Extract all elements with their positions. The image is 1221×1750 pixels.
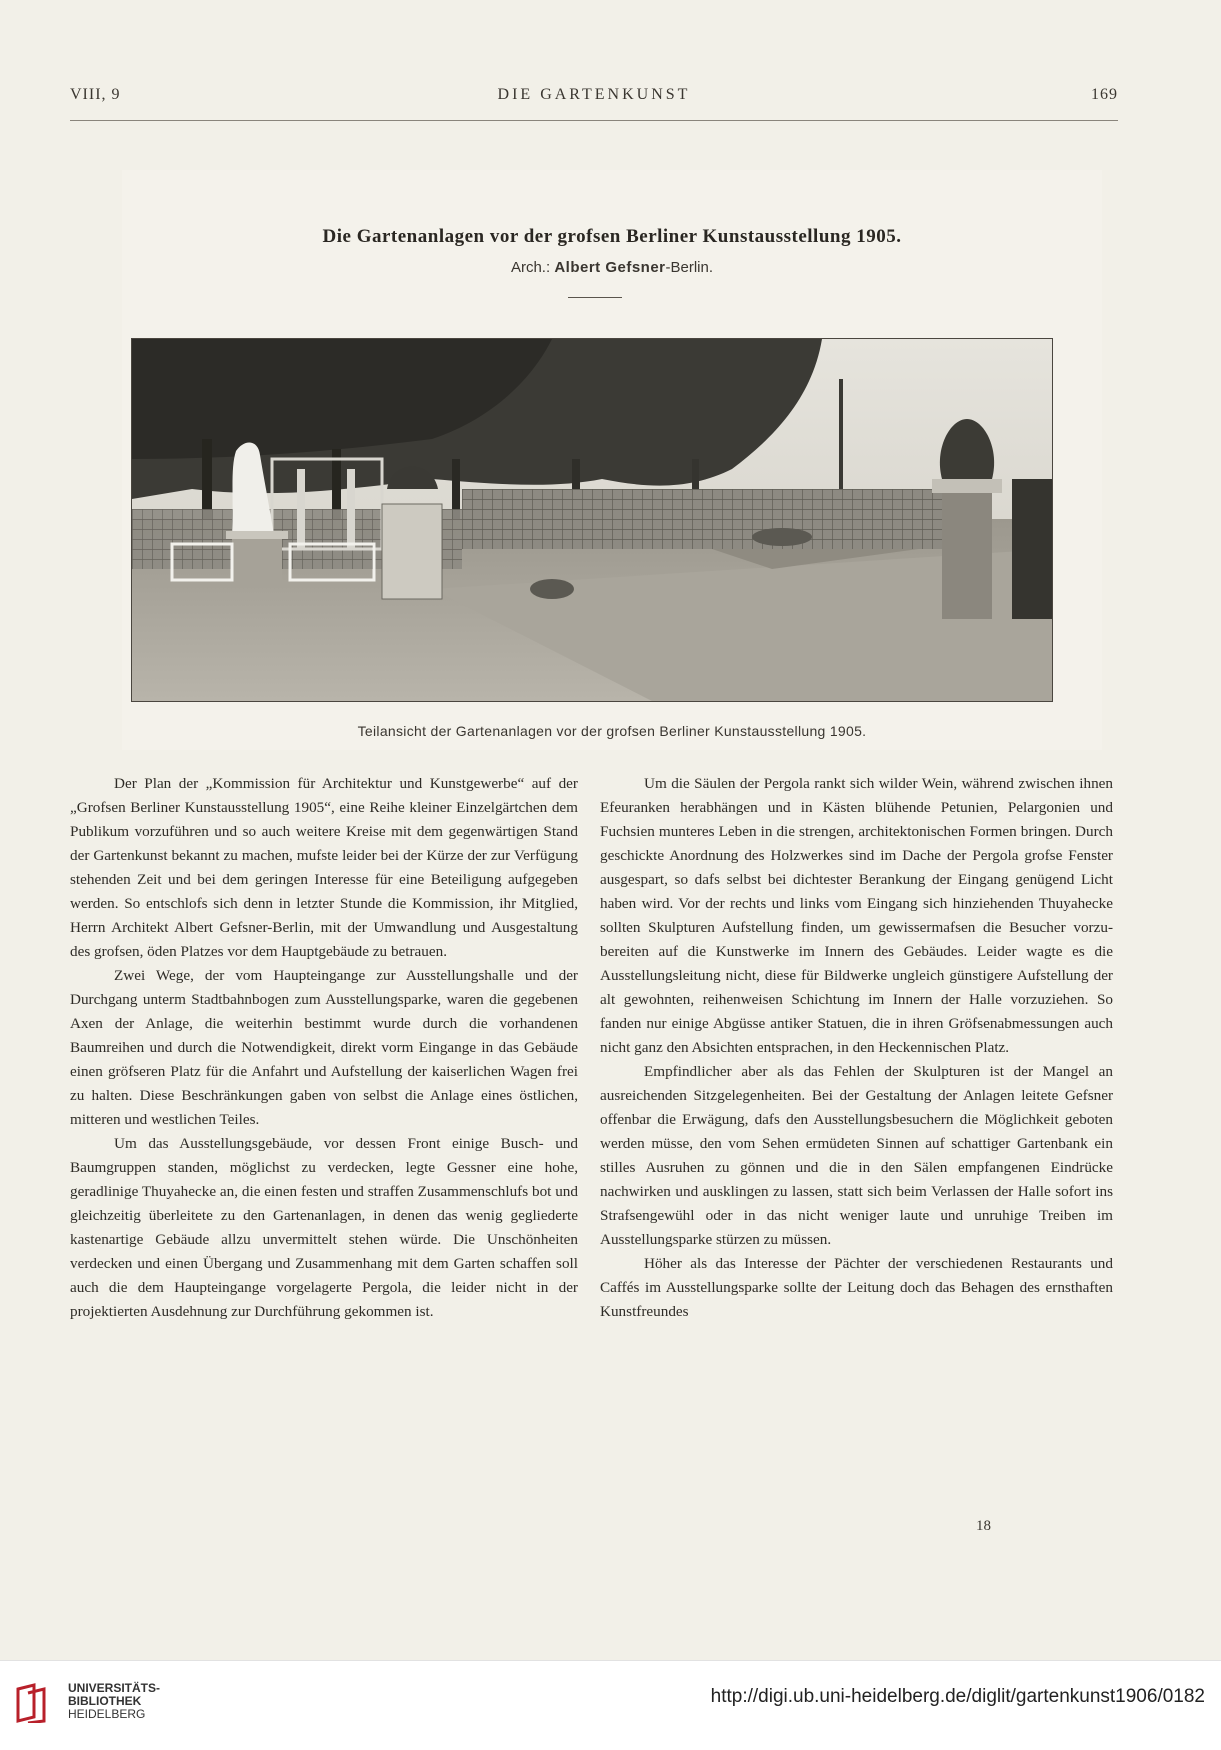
article-title: Die Gartenanlagen vor der grofsen Berliner Kunstausstellung 1905. [322,226,902,247]
text-column-right [600,772,1113,1324]
paragraph: Empfindlicher aber als das Fehlen der Skulpturen ist der Mangel an ausreichenden Sitzgelegenheiten. Bei der Gestaltung der Anlagen leitete Gefsner offenbar die Erwägung, dafs den Ausstellungsbesuchern die Möglichkeit geboten werden müsse, den vom Sehen ermüdeten Sinnen auf schattiger Gartenbank ein stilles Ausruhen zu gönnen und die in den Sälen empfangenen Eindrücke nachwirken und ausklingen zu lassen, statt sich beim Verlassen der Halle sofort ins Strafsengewühl oder in das nicht weniger laute und unruhige Treiben im Ausstellungsparke stürzen zu müssen. [600,1063,1113,1248]
running-head [70,86,1118,110]
article-byline [122,259,1102,276]
issue-number: VIII, 9 [70,86,121,103]
byline-suffix: -Berlin. [665,259,714,276]
journal-title: DIE GARTENKUNST [497,86,691,103]
garden-photograph-drawing [132,339,1052,701]
garden-photograph [131,338,1053,702]
paragraph: Um das Ausstellungsgebäude, vor dessen Front einige Busch- und Baumgruppen standen, möglichst zu verdecken, legte Gessner eine hohe, geradlinige Thuyahecke an, die einen festen und straffen Zusammenschlufs bot und gleichzeitig überleitete zu den Gartenanlagen, in denen das wenig gegliederte kastenartige Gebäude allzu unvermittelt stehen würde. Die Unschönheiten verdecken und einen Übergang und Zusammenhang mit dem Garten schaffen soll auch die dem Haupteingange vorgelagerte Pergola, die leider nicht in der projektierten Ausdehnung zur Durchführung gekommen ist. [70,1135,578,1320]
paragraph: Der Plan der „Kommission für Architektur und Kunstgewerbe“ auf der „Grofsen Berliner Kunstausstellung 1905“, eine Reihe kleiner Einzelgärtchen dem Publikum vorzuführen und so auch weitere Kreise mit dem gegenwärtigen Stand der Gartenkunst bekannt zu machen, mufste leider bei der Kürze der zur Verfügung stehenden Zeit und bei dem geringen Interesse für eine Beteiligung aufgegeben werden. So entschlofs sich denn in letzter Stunde die Kommission, ihr Mitglied, Herrn Architekt Albert Gefsner-Berlin, mit der Umwandlung und Ausgestaltung des grofsen, öden Platzes vor dem Hauptgebäude zu betrauen. [70,775,578,960]
library-logo-icon [14,1683,50,1723]
library-name [68,1682,160,1721]
figure-caption: Teilansicht der Gartenanlagen vor der grofsen Berliner Kunstausstellung 1905. [357,723,867,739]
paragraph: Zwei Wege, der vom Haupteingange zur Ausstellungshalle und der Durchgang unterm Stadtbahnbogen zum Ausstellungsparke, waren die gegebenen Axen der Anlage, die weiterhin bestimmt wurde durch die vorhandenen Baumreihen und durch die Notwendigkeit, direkt vorm Eingange in das Gebäude einen gröfseren Platz für die Anfahrt und Aufstellung der kaiserlichen Wagen frei zu halten. Diese Beschränkungen gaben von selbst die Anlage eines östlichen, mitteren und westlichen Teiles. [70,967,578,1128]
library-name-line-3: HEIDELBERG [68,1707,146,1721]
paragraph: Um die Säulen der Pergola rankt sich wilder Wein, während zwischen ihnen Efeuranken herabhängen und in Kästen blühende Petunien, Pelargonien und Fuchsien munteres Leben in die strengen, architektonischen Formen bringen. Durch geschickte Anordnung des Holzwerkes sind im Dache der Pergola grofse Fenster ausgespart, so dafs selbst bei dichtester Berankung der Eingang genügend Licht haben wird. Vor der rechts und links vom Eingang sich hinziehenden Thuyahecke sollten Skulpturen Aufstellung finden, um gewissermafsen die Besucher vorzubereiten auf die Kunstwerke im Innern des Gebäudes. Leider wagte es die Ausstellungsleitung nicht, diese für Bildwerke ungleich günstigere Aufstellung der alt gewohnten, reihenweisen Schichtung im Innern der Halle vorzuziehen. So fanden nur einige Abgüsse antiker Statuen, die in ihren Gröfsenabmessungen auch nicht ganz den Absichten entsprachen, in den Heckennischen Platz. [600,775,1113,1056]
text-column-left [70,772,578,1324]
permalink-url[interactable]: http://digi.ub.uni-heidelberg.de/diglit/gartenkunst1906/0182 [710,1686,1205,1707]
library-name-line-2: BIBLIOTHEK [68,1694,142,1708]
page-number: 169 [1091,86,1118,103]
title-rule [568,297,622,298]
signature-mark: 18 [976,1518,991,1534]
byline-author: Albert Gefsner [554,259,666,276]
header-rule [70,120,1118,121]
library-name-line-1: UNIVERSITÄTS- [68,1681,161,1695]
paragraph: Höher als das Interesse der Pächter der verschiedenen Restaurants und Caffés im Ausstellungsparke sollte der Leitung doch das Behagen des ernsthaften Kunstfreundes [600,1255,1113,1320]
byline-prefix: Arch.: [510,259,551,276]
